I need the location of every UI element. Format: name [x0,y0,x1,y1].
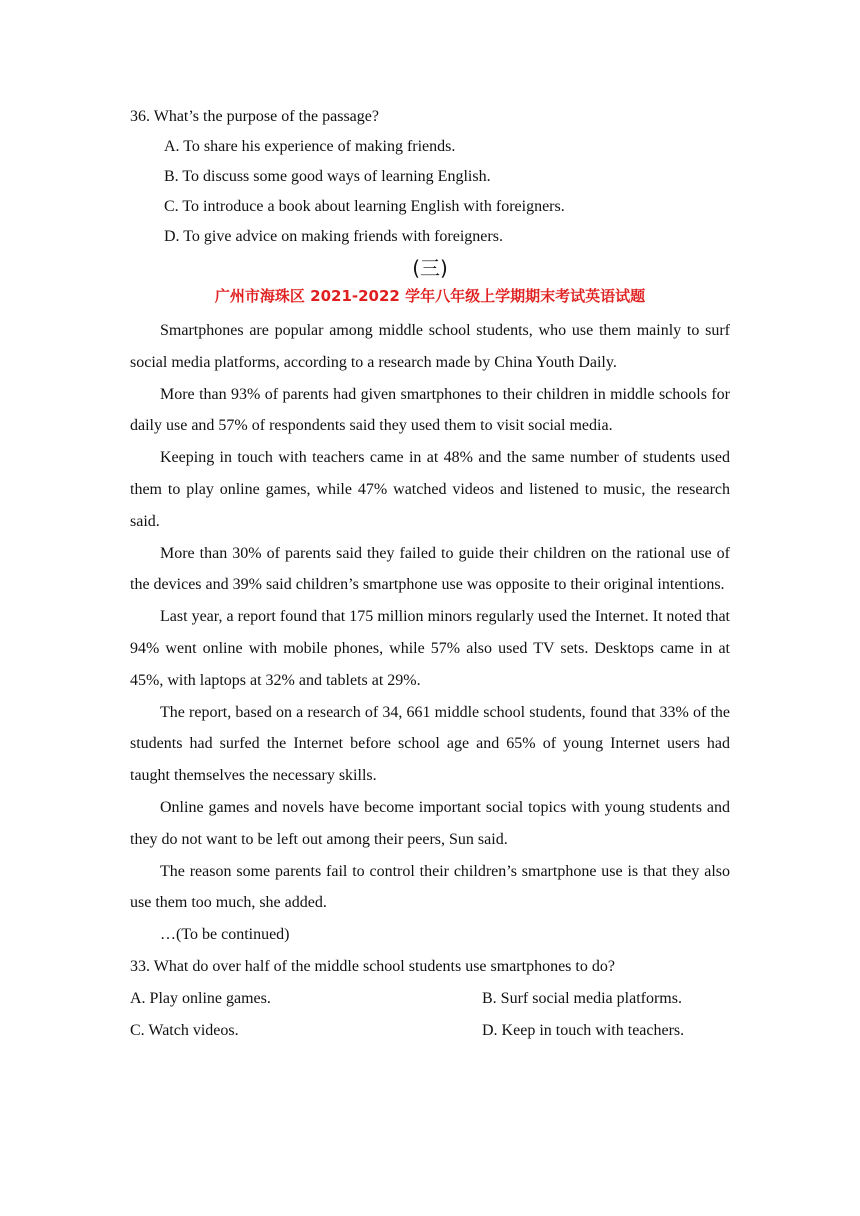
passage-paragraph-4: More than 30% of parents said they failed to guide their children on the rational use of the devices and 39% said children’s smartphone use was opposite to their original intentions. [130,544,730,594]
passage-paragraph-2: More than 93% of parents had given smartphones to their children in middle schools for daily use and 57% of respondents said they used them to visit social media. [130,385,730,435]
question-33 [130,951,730,1046]
passage-paragraph-7: Online games and novels have become important social topics with young students and they do not want to be left out among their peers, Sun said. [130,798,730,848]
passage-paragraph-8: The reason some parents fail to control their children’s smartphone use is that they also use them too much, she added. [130,862,730,912]
question-36 [130,102,730,252]
passage-paragraph-5: Last year, a report found that 175 million minors regularly used the Internet. It noted that 94% went online with mobile phones, while 57% also used TV sets. Desktops came in at 45%, with laptops at 32% and tablets at 29%. [130,608,730,689]
reading-passage [130,315,730,951]
question-36-option-a: A. To share his experience of making friends. [164,138,456,155]
section-number: (三) [412,256,448,280]
question-33-stem: 33. What do over half of the middle school students use smartphones to do? [130,957,615,975]
passage-paragraph-1: Smartphones are popular among middle school students, who use them mainly to surf social media platforms, according to a research made by China Youth Daily. [130,322,730,371]
question-36-option-d: D. To give advice on making friends with foreigners. [164,228,503,245]
passage-continued-note: …(To be continued) [160,926,290,944]
passage-paragraph-3: Keeping in touch with teachers came in at 48% and the same number of students used them to play online games, while 47% watched videos and listened to music, the research said. [130,449,730,530]
question-33-options [130,983,730,1047]
question-33-option-b: B. Surf social media platforms. [482,989,682,1007]
section-title: 广州市海珠区 2021-2022 学年八年级上学期期末考试英语试题 [214,287,646,305]
passage-paragraph-6: The report, based on a research of 34, 661 middle school students, found that 33% of the students had surfed the Internet before school age and 65% of young Internet users had taught themselves the necessary skills. [130,703,730,785]
question-36-stem: 36. What’s the purpose of the passage? [130,108,379,125]
question-33-option-a: A. Play online games. [130,989,271,1007]
question-33-option-d: D. Keep in touch with teachers. [482,1021,685,1039]
question-36-option-b: B. To discuss some good ways of learning English. [164,168,491,185]
question-36-option-c: C. To introduce a book about learning English with foreigners. [164,198,565,215]
page-content [130,102,730,1046]
question-33-option-c: C. Watch videos. [130,1021,239,1039]
